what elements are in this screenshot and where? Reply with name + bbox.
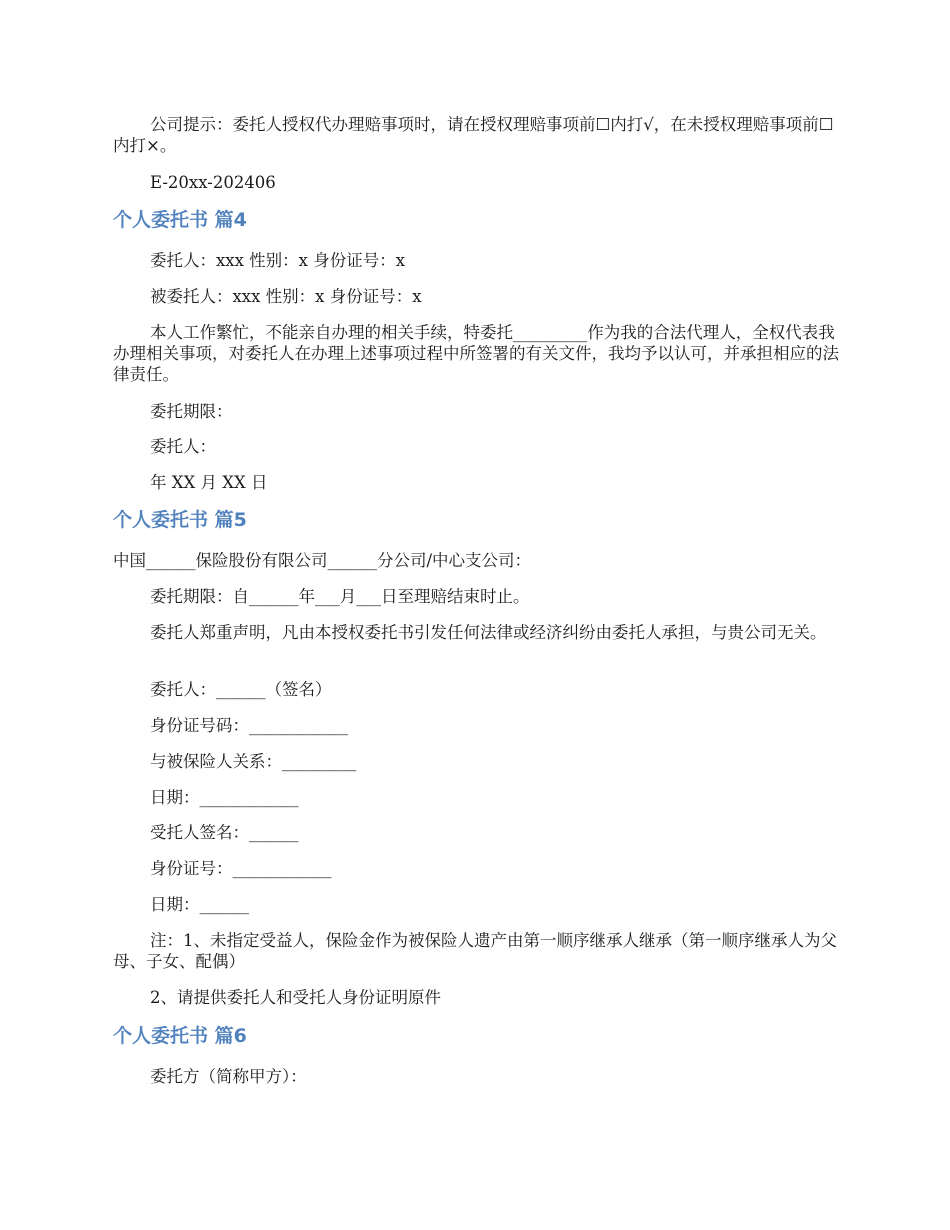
document-code: E-20xx-202406 [150,173,276,192]
section-heading-6: 个人委托书 篇6 [113,1025,247,1047]
id-number-line: 身份证号码：____________ [150,716,348,735]
section-heading-5: 个人委托书 篇5 [113,509,247,531]
section-heading-4: 个人委托书 篇4 [113,209,247,231]
relationship-line: 与被保险人关系：_________ [150,752,357,771]
trustee-signature-line: 受托人签名：______ [150,823,299,842]
principal-sign-line: 委托人：______（签名） [150,680,332,699]
trustee-id-line: 身份证号：____________ [150,859,332,878]
authorization-paragraph: 本人工作繁忙，不能亲自办理的相关手续，特委托_________作为我的合法代理人，全权代表我办理相关事项，对委托人在办理上述事项过程中所签署的有关文件，我均予以认可，并承担相应的法律责任。 [113,323,839,384]
insurer-address-line: 中国______保险股份有限公司______分公司/中心支公司： [113,551,532,570]
term-line: 委托期限：自______年___月___日至理赔结束时止。 [150,587,530,606]
agent-line: 被委托人：xxx 性别：x 身份证号：x [150,287,422,306]
term-line: 委托期限： [150,402,233,421]
date-line: 年 XX 月 XX 日 [150,473,268,492]
date-line: 日期：____________ [150,788,299,807]
declaration-paragraph: 委托人郑重声明，凡由本授权委托书引发任何法律或经济纠纷由委托人承担，与贵公司无关。 [150,623,827,642]
client-party-line: 委托方（简称甲方）： [150,1067,307,1086]
principal-signature-line: 委托人： [150,437,216,456]
note-item-2: 2、请提供委托人和受托人身份证明原件 [150,988,441,1007]
company-notice-paragraph: 公司提示：委托人授权代办理赔事项时，请在授权理赔事项前☐内打√，在未授权理赔事项前☐内打×。 [113,115,834,155]
note-paragraph: 注：1、未指定受益人，保险金作为被保险人遗产由第一顺序继承人继承（第一顺序继承人为父母、子女、配偶） [113,931,837,971]
date-line: 日期：______ [150,895,249,914]
principal-line: 委托人：xxx 性别：x 身份证号：x [150,251,406,270]
